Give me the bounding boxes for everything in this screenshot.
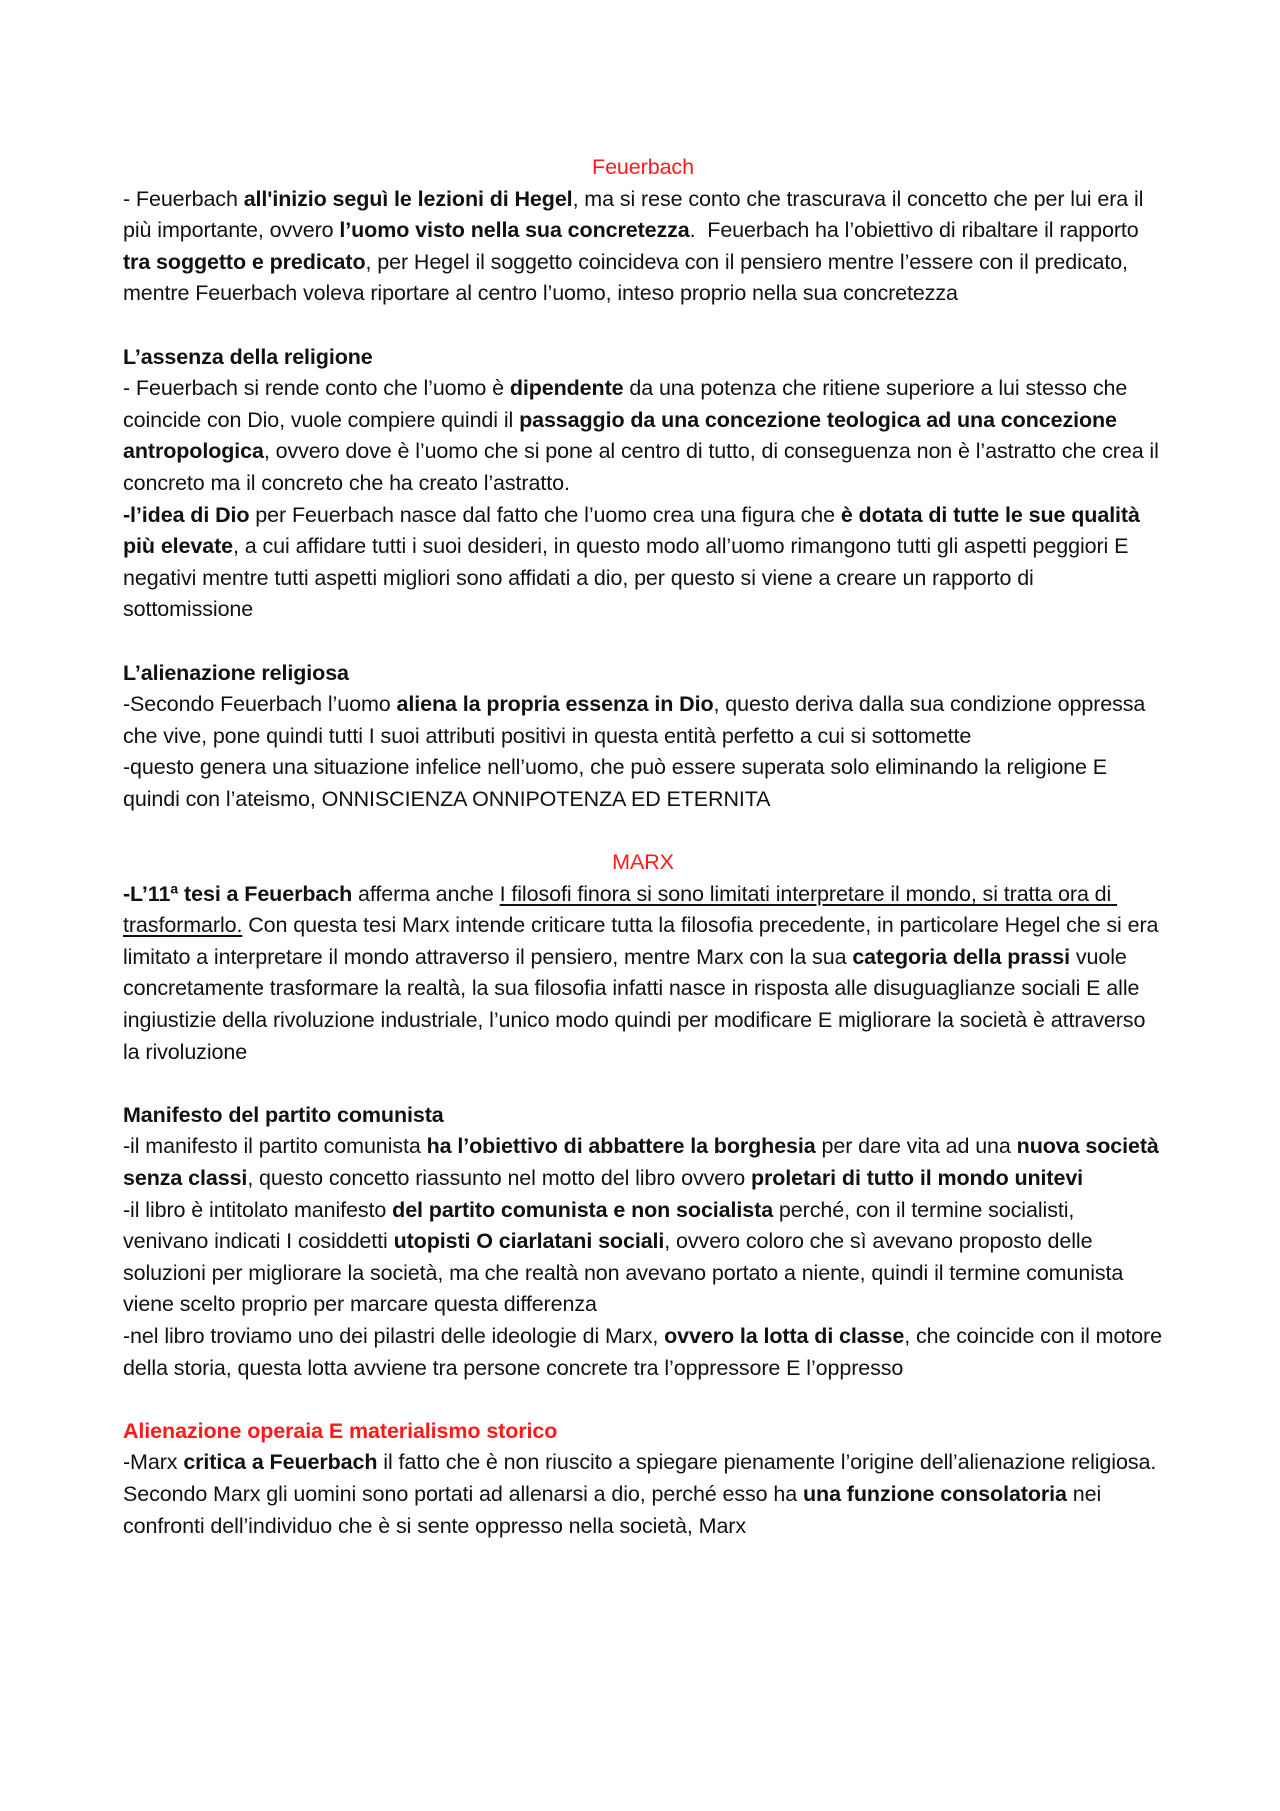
text-run: , questo concetto riassunto nel motto del libro ovvero — [247, 1166, 751, 1190]
blank-line — [123, 310, 1163, 342]
text-run: per dare vita ad una — [815, 1134, 1017, 1159]
text-run: MARX — [612, 850, 674, 875]
bold-text: nuova società senza classi — [123, 1134, 1165, 1190]
text-run: nei confronti dell’individuo che è si sente oppresso nella società, Marx — [123, 1481, 1108, 1538]
paragraph — [123, 342, 1163, 374]
text-run: -il libro è intitolato manifesto — [123, 1197, 393, 1222]
bold-text: l’uomo visto nella sua concretezza — [339, 218, 690, 243]
bold-text: categoria della prassi — [852, 944, 1070, 969]
text-run: -Secondo Feuerbach l’uomo — [123, 692, 397, 717]
section-heading — [123, 152, 1163, 184]
bold-text: utopisti O ciarlatani sociali — [393, 1229, 665, 1254]
text-run: , ovvero coloro che sì avevano proposto delle soluzioni per migliorare la società, ma che realtà non avevano portato a niente, quindi il termine comunista viene scelto proprio per marcare questa differenza — [123, 1229, 1130, 1317]
text-run: - Feuerbach si rende conto che l’uomo è — [123, 376, 510, 401]
bold-text: tra soggetto e predicato — [123, 249, 366, 274]
bold-text: passaggio da una concezione teologica ad una concezione antropologica — [123, 407, 1123, 464]
text-run: Con questa tesi Marx intende criticare tutta la filosofia precedente, in particolare Hegel che si era limitato a interpretare il mondo attraverso il pensiero, mentre Marx con la sua — [123, 913, 1165, 969]
bold-text: ovvero la lotta di classe — [664, 1323, 905, 1348]
bold-text: L’alienazione religiosa — [123, 660, 349, 685]
text-run: afferma anche — [352, 881, 500, 906]
text-run: -Marx — [123, 1450, 184, 1475]
blank-line — [123, 626, 1163, 658]
blank-line — [123, 1384, 1163, 1416]
text-run: -nel libro troviamo uno dei pilastri delle ideologie di Marx, — [123, 1323, 665, 1348]
text-run: , a cui affidare tutti i suoi desideri, in questo modo all’uomo rimangono tutti gli aspetti peggiori E negativi mentre tutti aspetti migliori sono affidati a dio, per questo si viene a creare un rapporto di sottomissione — [123, 534, 1135, 622]
text-run: - Feuerbach — [123, 186, 244, 211]
bold-text: aliena la propria essenza in Dio — [396, 692, 714, 717]
bold-text: è dotata di tutte le sue qualità più elevate — [123, 502, 1146, 559]
paragraph — [123, 658, 1163, 690]
paragraph — [123, 1195, 1163, 1321]
paragraph — [123, 879, 1163, 1069]
bold-text: -L’11ª tesi a Feuerbach — [123, 881, 353, 906]
text-run: -questo genera una situazione infelice nell’uomo, che può essere superata solo eliminando la religione E quindi con l’ateismo, ONNISCIENZA ONNIPOTENZA ED ETERNITA — [123, 755, 1113, 811]
paragraph — [123, 184, 1163, 310]
text-run: da una potenza che ritiene superiore a lui stesso che coincide con Dio, vuole compiere quindi il — [123, 376, 1134, 432]
document-body — [123, 152, 1168, 1542]
text-run: -il manifesto il partito comunista — [123, 1134, 427, 1159]
text-run: perché, con il termine socialisti, venivano indicati I cosiddetti — [123, 1197, 1081, 1254]
bold-text: L’assenza della religione — [123, 344, 373, 369]
paragraph — [123, 1447, 1163, 1542]
bold-text: ha l’obiettivo di abbattere la borghesia — [426, 1134, 816, 1159]
text-run: . Feuerbach ha l’obiettivo di ribaltare il rapporto — [689, 218, 1145, 243]
bold-text: proletari di tutto il mondo unitevi — [750, 1166, 1084, 1190]
text-run: , ma si rese conto che trascurava il concetto che per lui era il più importante, ovvero — [123, 186, 1150, 243]
paragraph — [123, 373, 1163, 499]
bold-text: -l’idea di Dio — [123, 502, 250, 527]
bold-text: Manifesto del partito comunista — [123, 1102, 444, 1127]
paragraph — [123, 1100, 1163, 1132]
section-heading — [123, 847, 1163, 879]
text-run: per Feuerbach nasce dal fatto che l’uomo crea una figura che — [249, 502, 841, 527]
text-run: vuole concretamente trasformare la realtà, la sua filosofia infatti nasce in risposta alle disuguaglianze sociali E alle ingiustizie della rivoluzione industriale, l’unico modo quindi per modificare E migliorare la società è attraverso la rivoluzione — [123, 944, 1152, 1064]
paragraph — [123, 689, 1163, 752]
paragraph — [123, 1321, 1168, 1384]
text-run: Feuerbach — [592, 155, 694, 179]
bold-text: critica a Feuerbach — [183, 1450, 378, 1475]
text-run: , questo deriva dalla sua condizione oppressa che vive, pone quindi tutti I suoi attributi positivi in questa entità perfetto a cui si sottomette — [123, 692, 1152, 748]
text-run: , per Hegel il soggetto coincideva con il pensiero mentre l’essere con il predicato, mentre Feuerbach voleva riportare al centro l’uomo, inteso proprio nella sua concretezza — [123, 249, 1134, 306]
paragraph — [123, 500, 1163, 626]
underlined-quote: I filosofi finora si sono limitati interpretare il mondo, si tratta ora di trasformarlo. — [123, 881, 1118, 938]
bold-text: Alienazione operaia E materialismo storico — [123, 1418, 558, 1443]
blank-line — [123, 815, 1163, 847]
paragraph — [123, 1416, 1163, 1448]
bold-text: una funzione consolatoria — [803, 1481, 1067, 1506]
paragraph — [123, 1131, 1163, 1194]
blank-line — [123, 1068, 1163, 1100]
bold-text: all'inizio seguì le lezioni di Hegel — [243, 186, 573, 211]
bold-text: dipendente — [509, 376, 624, 401]
text-run: il fatto che è non riuscito a spiegare pienamente l’origine dell’alienazione religiosa. Secondo Marx gli uomini sono portati ad allenarsi a dio, perché esso ha — [123, 1450, 1163, 1506]
paragraph — [123, 752, 1163, 815]
bold-text: del partito comunista e non socialista — [392, 1197, 774, 1222]
text-run: , che coincide con il motore della storia, questa lotta avviene tra persone concrete tra l’oppressore E l’oppresso — [123, 1323, 1168, 1380]
text-run: , ovvero dove è l’uomo che si pone al centro di tutto, di conseguenza non è l’astratto che crea il concreto ma il concreto che ha creato l’astratto. — [123, 439, 1165, 495]
